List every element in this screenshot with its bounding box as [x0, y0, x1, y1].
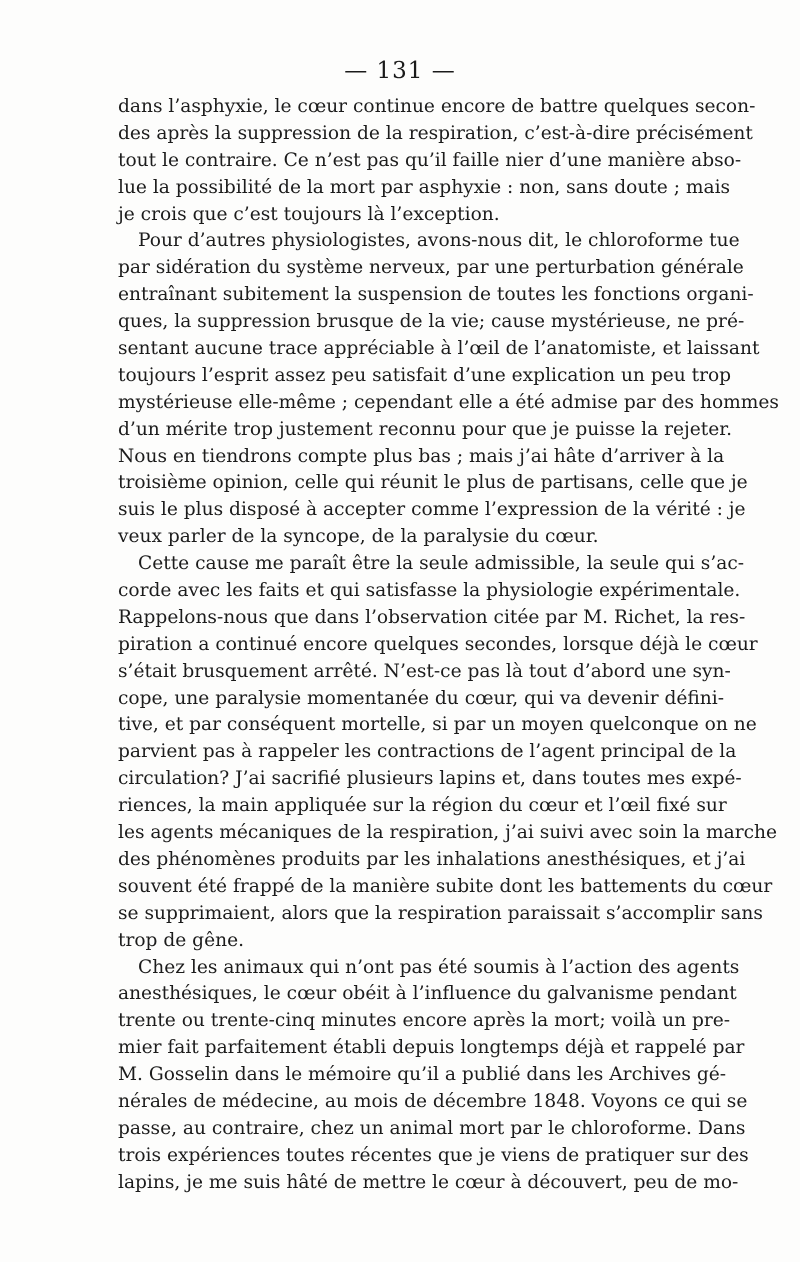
body-text [118, 94, 779, 1197]
text-line: tive, et par conséquent mortelle, si par un moyen quelconque on ne [118, 714, 757, 736]
text-line: Pour d’autres physiologistes, avons-nous dit, le chloroforme tue [138, 230, 740, 252]
text-line: ques, la suppression brusque de la vie; cause mystérieuse, ne pré- [118, 311, 745, 333]
text-line: nérales de médecine, au mois de décembre 1848. Voyons ce qui se [118, 1090, 748, 1112]
text-line: trop de gêne. [118, 929, 244, 951]
text-line: des phénomènes produits par les inhalations anesthésiques, et j’ai [118, 848, 746, 870]
text-line: dans l’asphyxie, le cœur continue encore de battre quelques secon- [118, 96, 756, 117]
text-line: parvient pas à rappeler les contractions de l’agent principal de la [118, 741, 737, 763]
text-line: trois expériences toutes récentes que je viens de pratiquer sur des [118, 1144, 749, 1166]
text-line: circulation? J’ai sacrifié plusieurs lapins et, dans toutes mes expé- [118, 768, 742, 790]
text-line: s’était brusquement arrêté. N’est-ce pas là tout d’abord une syn- [118, 660, 731, 682]
text-line: M. Gosselin dans le mémoire qu’il a publié dans les Archives gé- [118, 1064, 727, 1086]
text-line: sentant aucune trace appréciable à l’œil de l’anatomiste, et laissant [118, 338, 760, 360]
text-line: je crois que c’est toujours là l’exception. [118, 203, 500, 225]
text-line: Cette cause me paraît être la seule admissible, la seule qui s’ac- [138, 553, 745, 575]
text-line: cope, une paralysie momentanée du cœur, qui va devenir défini- [118, 687, 725, 709]
text-line: passe, au contraire, chez un animal mort par le chloroforme. Dans [118, 1117, 746, 1139]
text-line: troisième opinion, celle qui réunit le plus de partisans, celle que je [118, 472, 748, 494]
text-line: trente ou trente-cinq minutes encore après la mort; voilà un pre- [118, 1010, 731, 1032]
text-line: suis le plus disposé à accepter comme l’expression de la vérité : je [118, 499, 746, 521]
text-line: mier fait parfaitement établi depuis longtemps déjà et rappelé par [118, 1037, 745, 1059]
text-line: toujours l’esprit assez peu satisfait d’une explication un peu trop [118, 364, 732, 386]
text-line: mystérieuse elle-même ; cependant elle a été admise par des hommes [118, 391, 779, 413]
text-line: piration a continué encore quelques secondes, lorsque déjà le cœur [118, 633, 758, 655]
text-line: corde avec les faits et qui satisfasse la physiologie expérimentale. [118, 580, 741, 602]
text-line: riences, la main appliquée sur la région du cœur et l’œil fixé sur [118, 795, 727, 817]
text-line: lue la possibilité de la mort par asphyxie : non, sans doute ; mais [118, 176, 731, 198]
text-line: se supprimaient, alors que la respiration paraissait s’accomplir sans [118, 902, 763, 924]
text-line: d’un mérite trop justement reconnu pour que je puisse la rejeter. [118, 418, 732, 440]
text-line: les agents mécaniques de la respiration, j’ai suivi avec soin la marche [118, 822, 777, 844]
text-line: anesthésiques, le cœur obéit à l’influence du galvanisme pendant [118, 983, 737, 1005]
text-line: lapins, je me suis hâté de mettre le cœur à découvert, peu de mo- [118, 1171, 739, 1193]
text-line: entraînant subitement la suspension de toutes les fonctions organi- [118, 284, 754, 306]
text-line: souvent été frappé de la manière subite dont les battements du cœur [118, 875, 773, 897]
text-line: Nous en tiendrons compte plus bas ; mais j’ai hâte d’arriver à la [118, 445, 725, 467]
page-number: — 131 — [344, 58, 456, 84]
text-line: par sidération du système nerveux, par une perturbation générale [118, 257, 744, 279]
text-line: Chez les animaux qui n’ont pas été soumis à l’action des agents [138, 956, 740, 978]
text-line: des après la suppression de la respiration, c’est-à-dire précisément [118, 122, 753, 144]
text-line: tout le contraire. Ce n’est pas qu’il faille nier d’une manière abso- [118, 149, 742, 171]
text-line: Rappelons-nous que dans l’observation citée par M. Richet, la res- [118, 606, 746, 628]
text-line: veux parler de la syncope, de la paralysie du cœur. [118, 526, 599, 548]
